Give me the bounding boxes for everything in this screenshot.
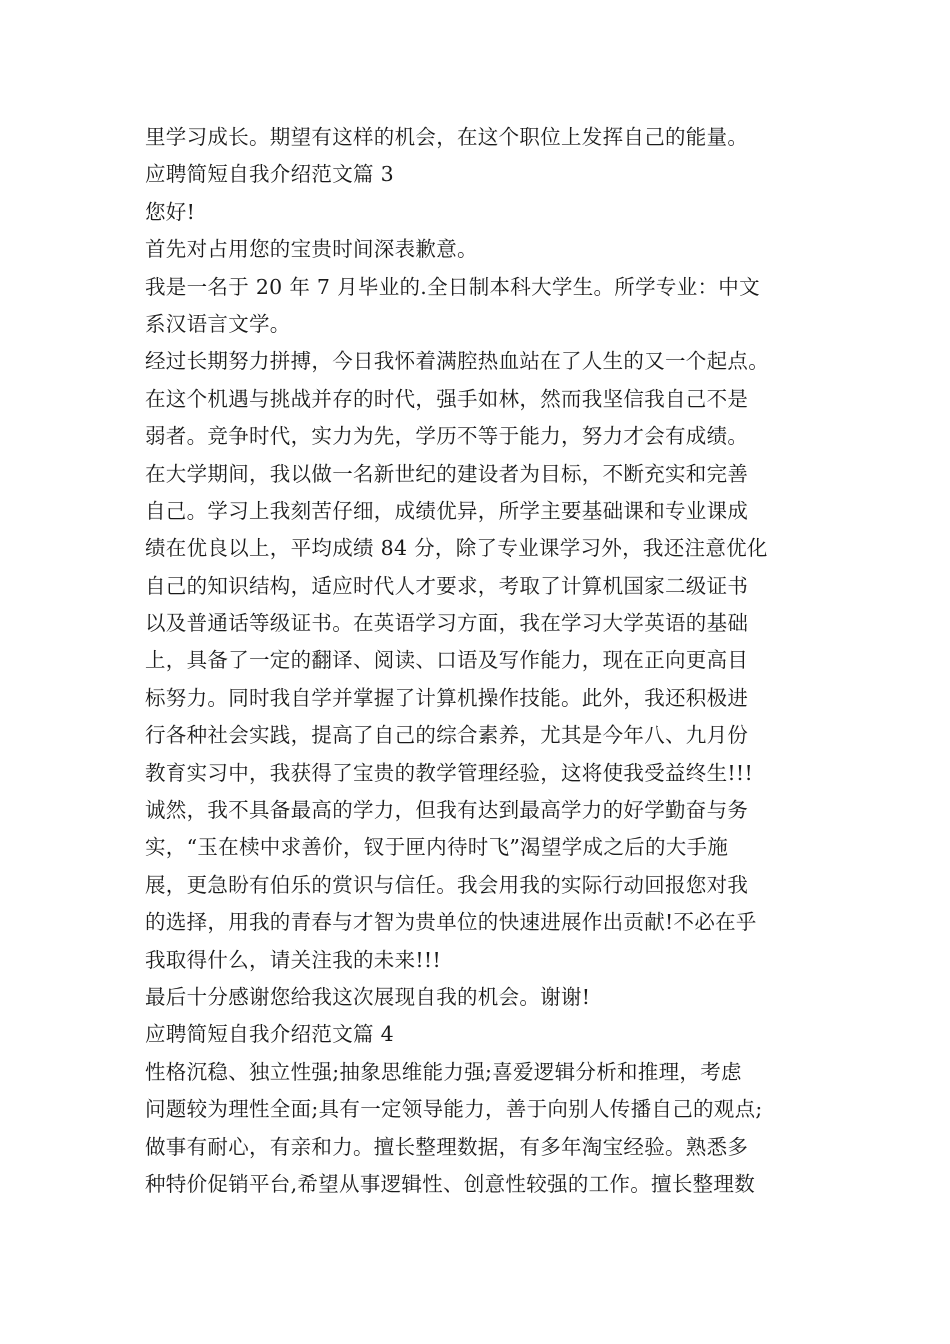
text-line: 我是一名于 20 年 7 月毕业的.全日制本科大学生。所学专业：中文 <box>145 274 760 299</box>
text-line: 展，更急盼有伯乐的赏识与信任。我会用我的实际行动回报您对我 <box>145 872 749 897</box>
section-heading-4: 应聘简短自我介绍范文篇 4 <box>145 1022 394 1047</box>
text-line: 问题较为理性全面;具有一定领导能力，善于向别人传播自己的观点; <box>145 1097 763 1122</box>
text-line: 种特价促销平台,希望从事逻辑性、创意性较强的工作。擅长整理数 <box>145 1171 756 1196</box>
text-line: 的选择，用我的青春与才智为贵单位的快速进展作出贡献!不必在乎 <box>145 910 757 935</box>
text-line: 诚然，我不具备最高的学力，但我有达到最高学力的好学勤奋与务 <box>145 798 749 823</box>
text-line: 性格沉稳、独立性强;抽象思维能力强;喜爱逻辑分析和推理，考虑 <box>145 1059 742 1084</box>
text-line: 系汉语言文学。 <box>145 311 291 336</box>
document-body <box>145 119 825 1203</box>
text-line: 上，具备了一定的翻译、阅读、口语及写作能力，现在正向更高目 <box>145 648 749 673</box>
text-line: 首先对占用您的宝贵时间深表歉意。 <box>145 237 478 262</box>
text-line: 我取得什么，请关注我的未来!!! <box>145 947 442 972</box>
text-line: 在这个机遇与挑战并存的时代，强手如林，然而我坚信我自己不是 <box>145 386 749 411</box>
text-line: 标努力。同时我自学并掌握了计算机操作技能。此外，我还积极进 <box>145 685 749 710</box>
text-line: 里学习成长。期望有这样的机会，在这个职位上发挥自己的能量。 <box>145 125 749 149</box>
text-line: 以及普通话等级证书。在英语学习方面，我在学习大学英语的基础 <box>145 611 749 636</box>
text-line: 在大学期间，我以做一名新世纪的建设者为目标，不断充实和完善 <box>145 461 749 486</box>
text-line: 弱者。竞争时代，实力为先，学历不等于能力，努力才会有成绩。 <box>145 424 749 449</box>
text-line: 最后十分感谢您给我这次展现自我的机会。谢谢! <box>145 984 591 1009</box>
text-line: 自己的知识结构，适应时代人才要求，考取了计算机国家二级证书 <box>145 573 749 598</box>
text-line: 经过长期努力拼搏，今日我怀着满腔热血站在了人生的又一个起点。 <box>145 349 769 374</box>
text-line: 行各种社会实践，提高了自己的综合素养，尤其是今年八、九月份 <box>145 723 749 748</box>
text-line: 自己。学习上我刻苦仔细，成绩优异，所学主要基础课和专业课成 <box>145 498 749 523</box>
text-line: 您好! <box>145 199 196 224</box>
text-line: 实，“玉在椟中求善价，钗于匣内待时飞”渴望学成之后的大手施 <box>145 835 729 860</box>
text-line: 教育实习中，我获得了宝贵的教学管理经验，这将使我受益终生!!! <box>145 760 754 785</box>
text-line: 做事有耐心，有亲和力。擅长整理数据，有多年淘宝经验。熟悉多 <box>145 1134 749 1159</box>
text-line: 绩在优良以上，平均成绩 84 分，除了专业课学习外，我还注意优化 <box>145 536 768 561</box>
section-heading-3: 应聘简短自我介绍范文篇 3 <box>145 162 394 187</box>
